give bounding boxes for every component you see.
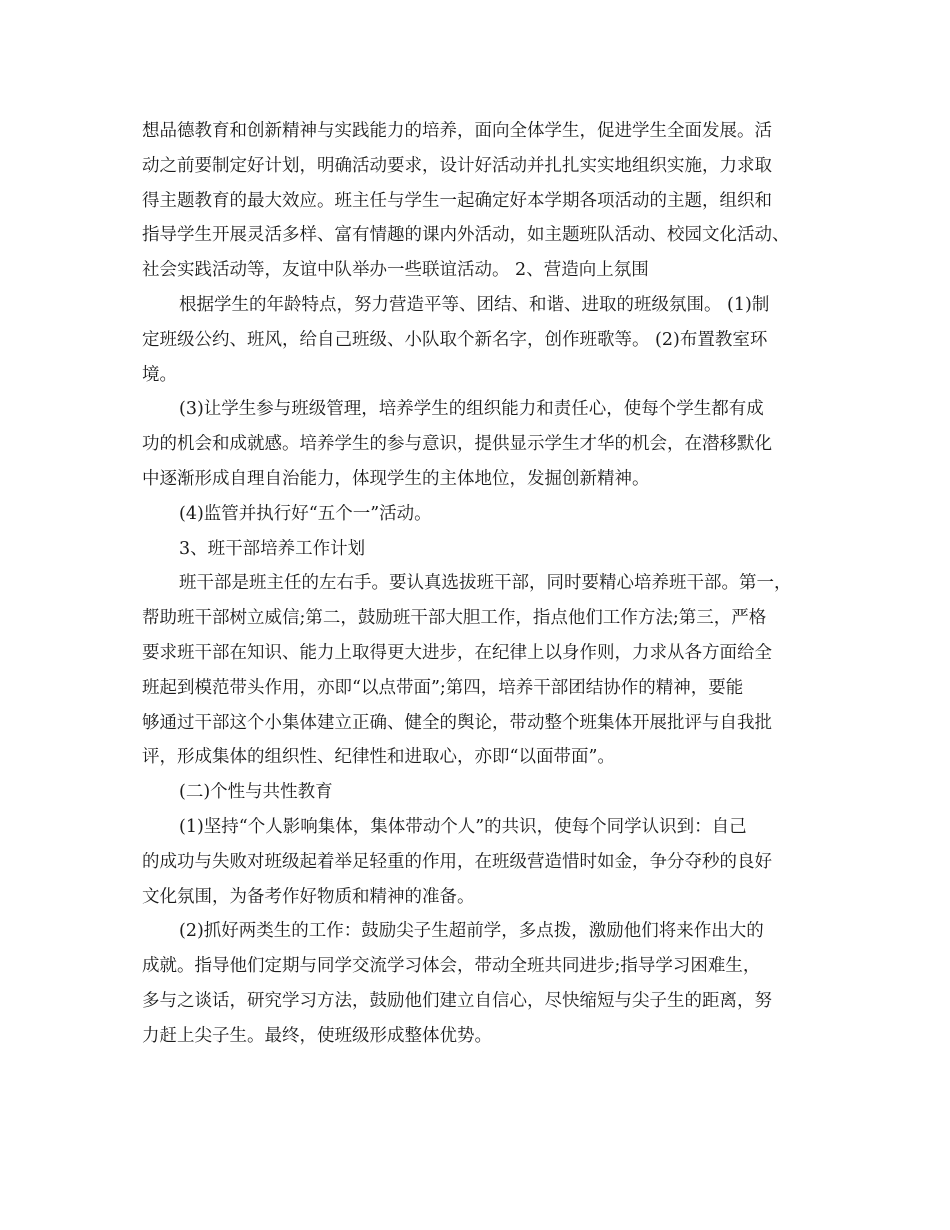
- text-line: 评，形成集体的组织性、纪律性和进取心，亦即“以面带面”。: [142, 747, 615, 768]
- text-line: 的成功与失败对班级起着举足轻重的作用，在班级营造惜时如金，争分夺秒的良好: [142, 851, 772, 872]
- text-line: 3、班干部培养工作计划: [179, 538, 366, 559]
- text-line: 社会实践活动等，友谊中队举办一些联谊活动。 2、营造向上氛围: [142, 260, 649, 281]
- text-line: (2)抓好两类生的工作：鼓励尖子生超前学，多点拨，激励他们将来作出大的: [179, 921, 764, 942]
- text-line: 定班级公约、班风，给自己班级、小队取个新名字，创作班歌等。 (2)布置教室环: [142, 329, 768, 350]
- text-line: 帮助班干部树立威信;第二，鼓励班干部大胆工作，指点他们工作方法;第三，严格: [142, 608, 767, 629]
- text-line: 指导学生开展灵活多样、富有情趣的课内外活动，如主题班队活动、校园文化活动、: [142, 225, 790, 246]
- text-line: 根据学生的年龄特点，努力营造平等、团结、和谐、进取的班级氛围。 (1)制: [179, 294, 770, 315]
- text-line: 动之前要制定好计划，明确活动要求，设计好活动并扎扎实实地组织实施，力求取: [142, 155, 772, 176]
- text-line: (3)让学生参与班级管理，培养学生的组织能力和责任心，使每个学生都有成: [179, 399, 764, 420]
- text-line: 够通过干部这个小集体建立正确、健全的舆论，带动整个班集体开展批评与自我批: [142, 712, 772, 733]
- text-line: 成就。指导他们定期与同学交流学习体会，带动全班共同进步;指导学习困难生，: [142, 956, 761, 977]
- text-line: 要求班干部在知识、能力上取得更大进步，在纪律上以身作则，力求从各方面给全: [142, 642, 772, 663]
- text-line: (4)监管并执行好“五个一”活动。: [179, 503, 432, 524]
- text-line: 中逐渐形成自理自治能力，体现学生的主体地位，发掘创新精神。: [142, 468, 650, 489]
- text-line: (二)个性与共性教育: [179, 782, 333, 803]
- text-line: 多与之谈话，研究学习方法，鼓励他们建立自信心，尽快缩短与尖子生的距离，努: [142, 990, 772, 1011]
- text-line: 功的机会和成就感。培养学生的参与意识，提供显示学生才华的机会，在潜移默化: [142, 434, 772, 455]
- text-line: 力赶上尖子生。最终，使班级形成整体优势。: [142, 1025, 492, 1046]
- text-line: 想品德教育和创新精神与实践能力的培养，面向全体学生，促进学生全面发展。活: [142, 121, 772, 141]
- document-body: [142, 114, 822, 1054]
- text-line: 得主题教育的最大效应。班主任与学生一起确定好本学期各项活动的主题，组织和: [142, 190, 772, 211]
- text-line: (1)坚持“个人影响集体，集体带动个人”的共识，使每个同学认识到：自己: [179, 816, 747, 837]
- text-line: 班起到模范带头作用，亦即“以点带面”;第四，培养干部团结协作的精神，要能: [142, 677, 744, 698]
- text-line: 文化氛围，为备考作好物质和精神的准备。: [142, 886, 475, 907]
- text-line: 班干部是班主任的左右手。要认真选拔班干部，同时要精心培养班干部。第一，: [179, 573, 792, 594]
- text-line: 境。: [142, 364, 177, 385]
